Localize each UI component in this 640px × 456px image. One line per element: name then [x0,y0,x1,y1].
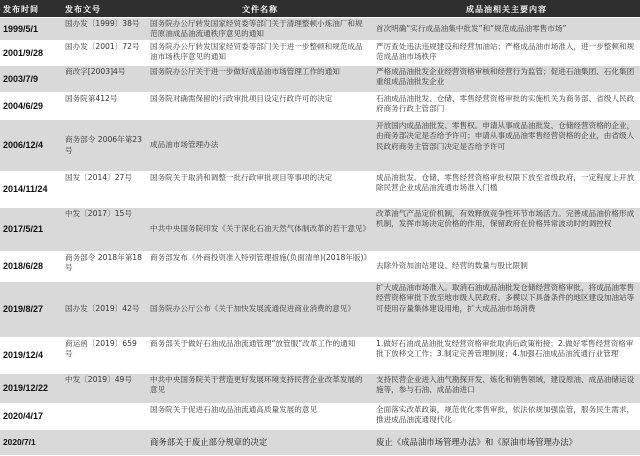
row-doc-no: 商运函〔2019〕659号 [65,339,137,359]
header-doc-name: 文件名称 [242,4,278,14]
row-doc-name: 国务院办公厅转发国家经贸委等部门关于进一步整顿和规范成品油市场秩序意见的通知 [150,42,363,62]
table-row [0,374,640,404]
table-row [0,41,640,66]
row-doc-name: 国务院办公厅关于进一步做好成品油市场管理工作的通知 [150,67,340,76]
row-doc-name: 商务部关于做好石油成品油流通管理“放管服”改革工作的通知 [150,339,356,348]
table-row [0,282,640,338]
row-doc-no: 商务部令 2006年第23号 [65,135,142,155]
row-date: 2020/4/17 [3,411,44,422]
row-date: 2006/12/4 [3,140,44,151]
row-date: 2004/6/29 [3,100,44,111]
row-date: 2003/7/9 [3,73,39,84]
row-doc-no [62,430,147,455]
row-date: 1999/5/1 [3,23,39,34]
row-doc-no: 中发〔2019〕49号 [65,375,132,384]
row-doc-no: 商改字[2003]4号 [65,67,126,76]
header-content: 成品油相关主要内容 [466,4,547,14]
row-content: 支持民营企业进入油气勘探开发、炼化和销售领域，建设原油、成品油储运设施等，参与石油、成品油进口 [376,375,635,395]
row-doc-name: 国务院办公厅转发国家经贸委等部门关于清理整顿小炼油厂和规范原油成品油流通秩序意见的通知 [150,19,363,39]
row-doc-no: 国发〔2014〕27号 [65,173,132,182]
row-doc-name: 中共中央国务院印发《关于深化石油天然气体制改革的若干意见》 [150,224,371,234]
row-date: 2017/5/21 [3,224,44,235]
table-row [0,252,640,282]
row-doc-no [62,404,147,429]
row-doc-no: 国办发〔2001〕72号 [65,42,140,51]
row-content: 严厉查处违法违规建设和经营加油站；严格成品油市场准入，进一步整顿和规范成品油市场秩序 [376,42,635,62]
table-row [0,208,640,252]
row-doc-name: 国务院办公厅公布《关于加快发展流通促进商业消费的意见》 [150,304,356,314]
row-doc-name: 中共中央国务院关于营造更好发展环境支持民营企业改革发展的意见 [150,375,363,395]
row-date: 2019/12/22 [3,383,49,394]
table-row [0,172,640,208]
row-date: 2020/7/1 [3,437,36,448]
row-doc-name: 国务院关于取消和调整一批行政审批项目等事项的决定 [150,173,333,182]
row-doc-name: 商务部关于废止部分规章的决定 [150,437,268,448]
row-content: 1.做好石油成品油批发经营资格审批取消后政策衔接；2.做好零售经营资格审批下放移交工作；3.制定完善管理制度；4.加强石油成品油流通行业管理 [376,339,634,359]
row-doc-name: 成品油市场管理办法 [150,140,219,150]
row-content: 成品油批发、仓储、零售经营资格审批权限下放至省级政府，一定程度上开放除民营企业成品油流通市场准入门槛 [376,173,635,193]
header-date: 发布时间 [3,3,39,14]
row-date: 2019/8/27 [3,304,44,315]
row-doc-no: 国务院第412号 [65,94,118,103]
row-content: 改革油气产品定价机制，有效释放竞争性环节市场活力。完善成品油价格形成机制，发挥市场决定价格的作用，保留政府在价格异常波动时的调控权 [376,209,635,229]
row-content: 全面落实改革政策，规范优化零售审批，依法依规加强监管，服务民生需求，推进成品油流通现代化 [376,405,635,425]
row-date: 2001/9/28 [3,47,44,58]
row-content: 废止《成品油市场管理办法》和《原油市场管理办法》 [376,437,577,448]
table-row [0,120,640,172]
row-date: 2018/6/28 [3,261,44,272]
row-content: 开放国内成品油批发、零售权。申请从事成品油批发、仓储经营资格的企业，由商务部决定是否给予许可；申请从事成品油零售经营资格的企业，由省级人民政府商务主管部门决定是否给予许可 [376,121,635,151]
table-row [0,93,640,120]
row-doc-no: 国办发〔2019〕42号 [65,304,140,314]
table-row [0,430,640,456]
row-content: 扩大成品油市场准入。取消石油成品油批发仓储经营资格审批，将成品油零售经营资格审批下放至地市级人民政府。多模以下具备条件的地区建设加油站等可使用存量集体建设用地，扩大成品油市场消费 [376,283,635,313]
row-date: 2014/11/24 [3,184,48,195]
table-row [0,18,640,41]
row-doc-name: 商务部发布《外商投资准入特别管理措施(负面清单)(2018年版)》 [150,253,372,262]
row-content: 去除外资加油站建设、经营的数量与股比限制 [376,261,528,271]
table-header [0,0,640,18]
row-content: 首次明确“实行成品油集中批发”和“规范成品油零售市场” [376,23,567,33]
row-doc-name: 国务院关于促进石油成品油流通高质量发展的意见 [150,405,318,414]
row-doc-no: 中发〔2017〕15号 [65,209,132,218]
row-content: 石油成品油批发、仓储、零售经营资格审批的实施机关为商务部、省级人民政府商务行政主管部门 [376,94,635,114]
row-doc-no: 商务部令 2018年第18号 [65,253,142,273]
row-doc-name: 国务院对确需保留的行政审批项目设定行政许可的决定 [150,94,333,103]
header-doc-no: 发布文号 [65,4,101,14]
row-date: 2019/12/4 [3,350,44,361]
table-row [0,404,640,430]
table-row [0,338,640,374]
table-row [0,66,640,93]
row-content: 严格成品油批发企业经营资格审核和经营行为监管；促进石油集团、石化集团重组成品油批发企业 [376,67,635,87]
row-doc-no: 国办发〔1999〕38号 [65,19,140,28]
